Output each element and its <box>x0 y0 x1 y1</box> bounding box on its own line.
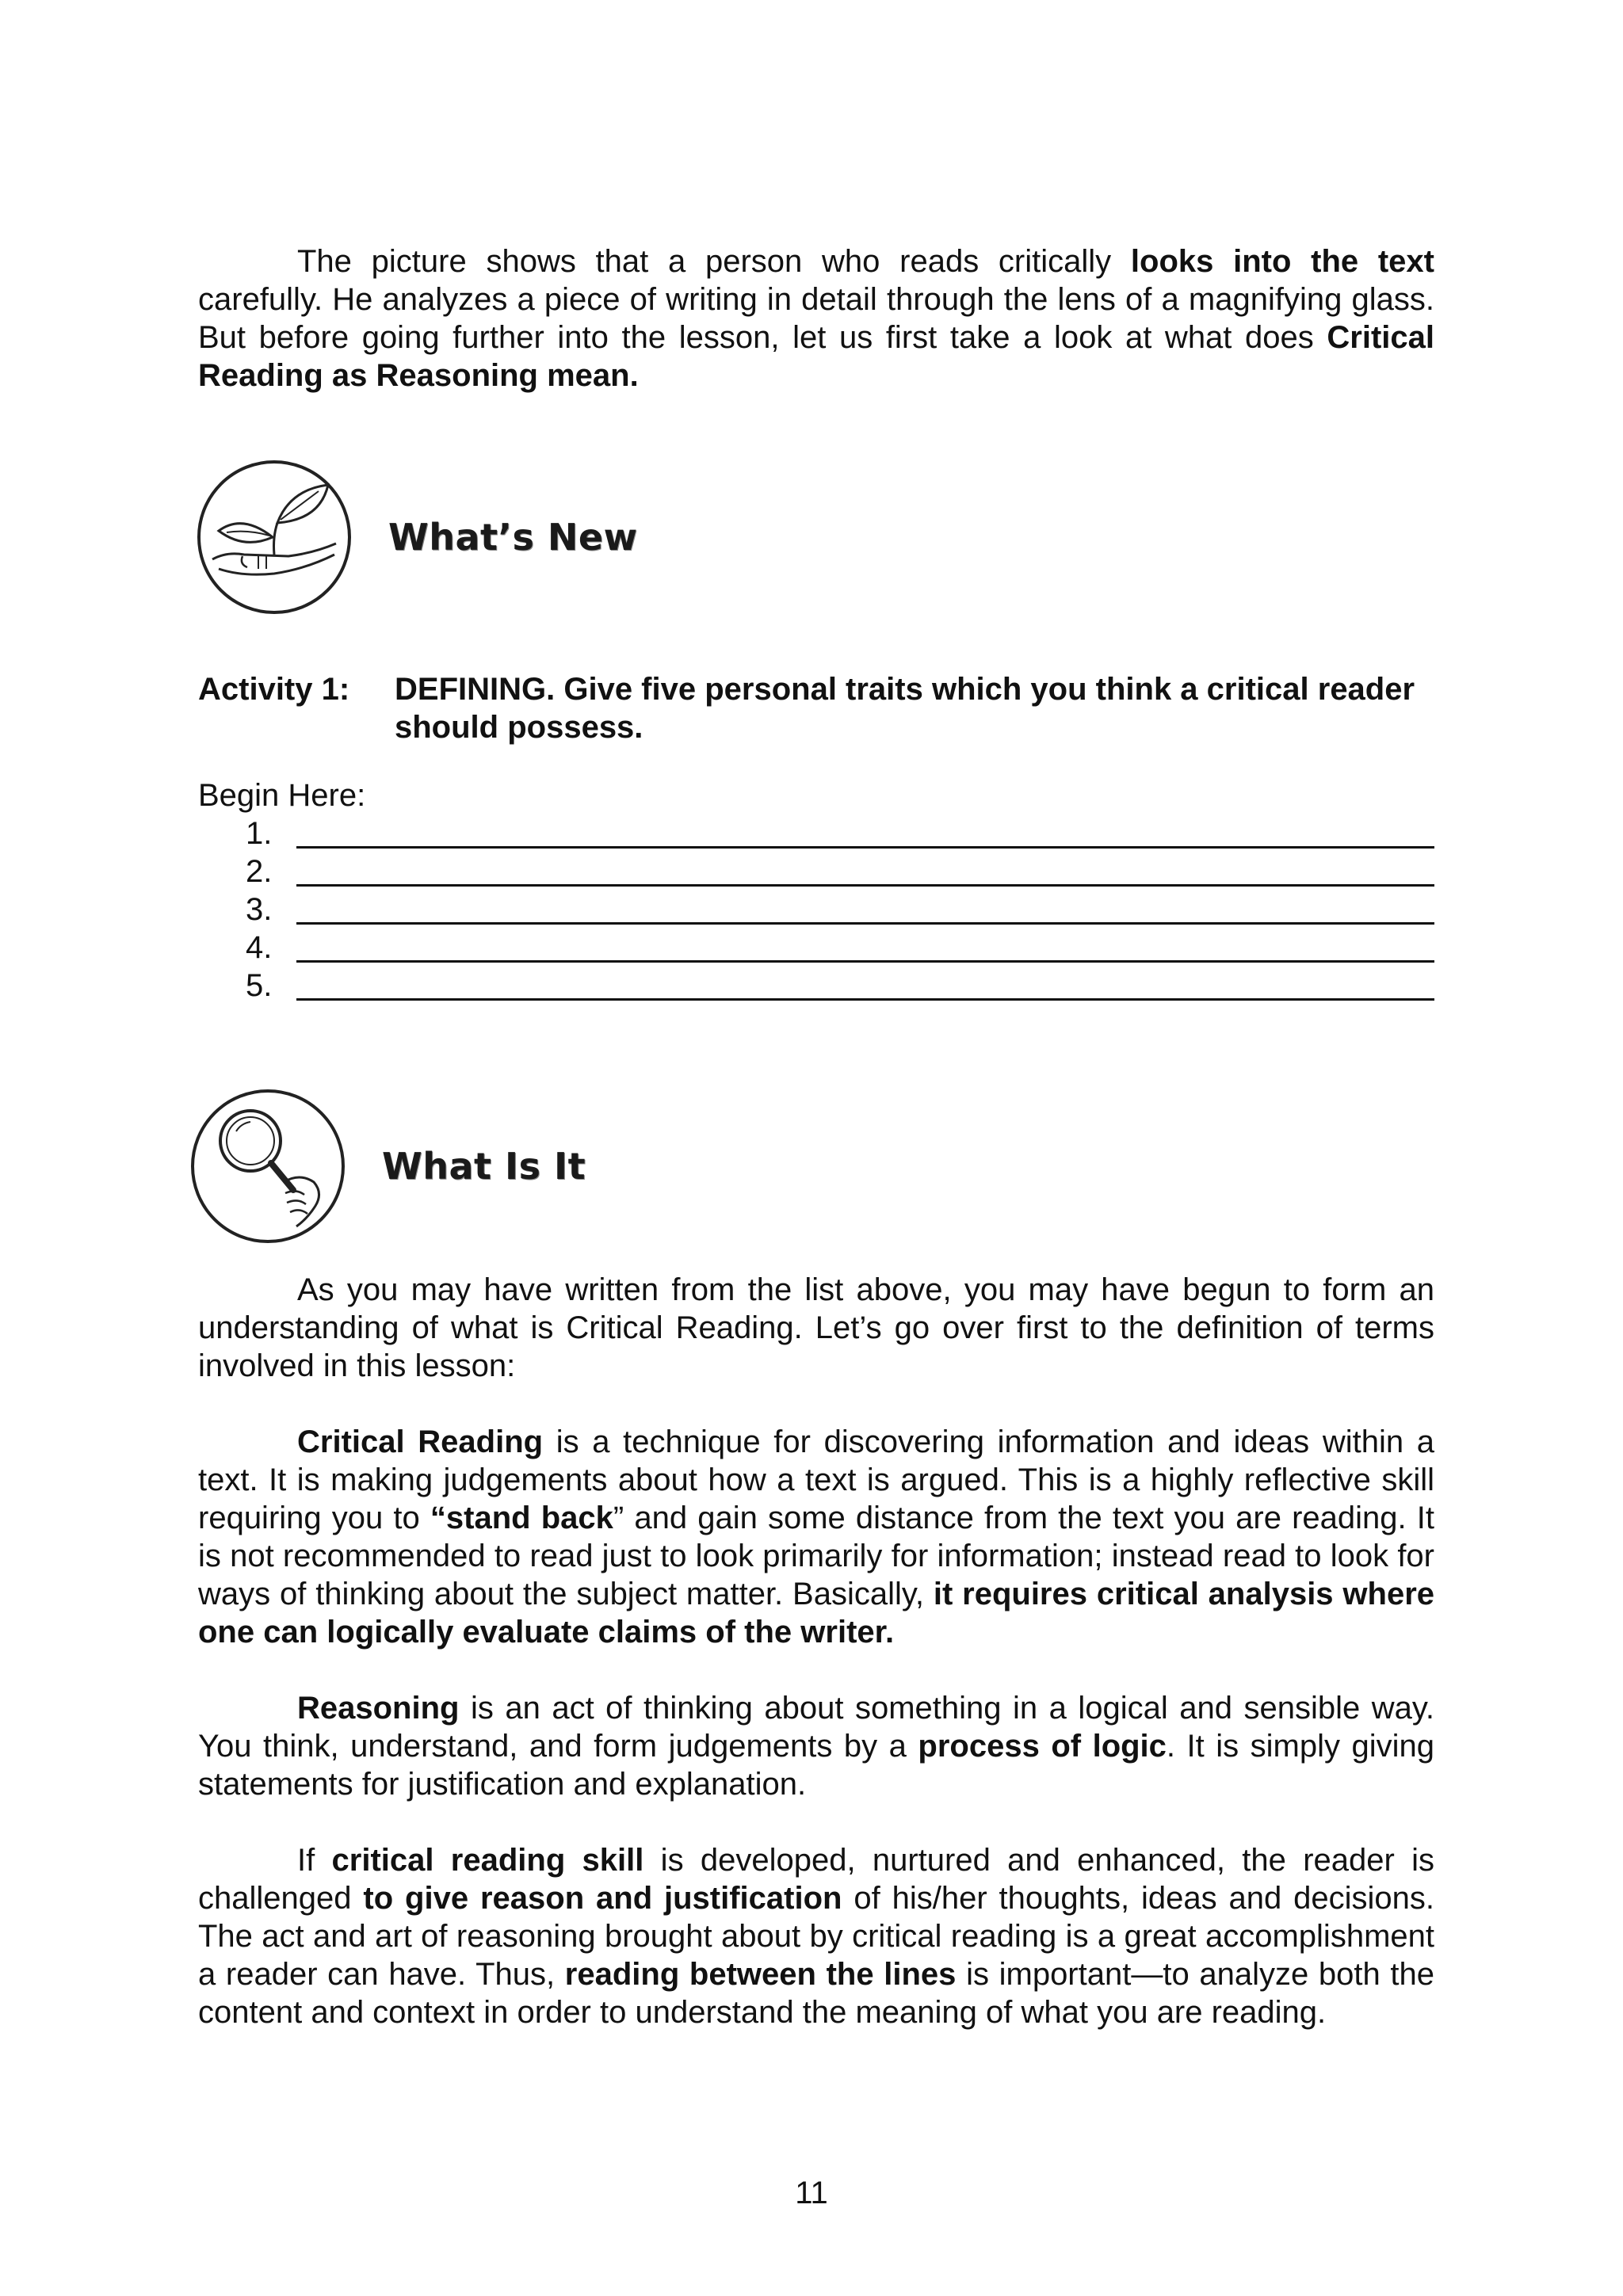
what-is-it-header <box>189 1087 586 1245</box>
answer-number: 4. <box>246 930 273 965</box>
answer-number: 1. <box>246 816 273 851</box>
whats-new-header <box>195 458 638 616</box>
para1-text: As you may have written from the list above, you may have begun to form an understanding of what is Critical Reading. Let’s go over first to the definition of terms involved in this lesson: <box>198 1272 1434 1383</box>
answer-blank <box>296 922 1434 925</box>
para4-bold-3: reading between the lines <box>564 1957 957 1992</box>
plant-in-hand-icon <box>195 458 353 616</box>
para2-text-1: is a technique for discovering information and ideas within a text. It is making judgements about how a text is argued. This is a highly reflective skill requiring you to <box>198 1425 1434 1535</box>
para4-bold-2: to give reason and justification <box>363 1881 842 1916</box>
reasoning-paragraph <box>198 1689 1434 1803</box>
para4-text-3: is important—to analyze both the content and context in order to understand the meaning of what you are reading. <box>198 1957 1434 2030</box>
para3-bold-2: process of logic <box>918 1729 1167 1764</box>
answer-line-5[interactable] <box>246 967 1434 1005</box>
para3-text-1: is an act of thinking about something in a logical and sensible way. You think, understand, and form judgements by a <box>198 1691 1434 1764</box>
intro-bold-2: Critical Reading as Reasoning mean. <box>198 320 1434 393</box>
answer-number: 2. <box>246 854 273 889</box>
para2-bold-3: it requires critical analysis where one can logically evaluate claims of the writer. <box>198 1577 1435 1650</box>
critical-reading-paragraph <box>198 1423 1434 1651</box>
para4-text-2: of his/her thoughts, ideas and decisions. The act and art of reasoning brought about by critical reading is a great accomplishment a reader can have. Thus, <box>198 1881 1435 1992</box>
intro-paragraph <box>198 242 1434 395</box>
page-number: 11 <box>795 2176 828 2210</box>
para3-bold-1: Reasoning <box>297 1691 460 1726</box>
begin-here-label: Begin Here: <box>198 778 366 813</box>
answer-blank <box>296 960 1434 963</box>
para2-bold-1: Critical Reading <box>297 1425 544 1459</box>
whats-new-title: What’s New <box>388 516 638 559</box>
activity-instructions: DEFINING. Give five personal traits which you think a critical reader should possess. <box>395 672 1415 745</box>
answer-list <box>246 814 1434 1005</box>
para4-bold-1: critical reading skill <box>331 1843 644 1878</box>
intro-text-1: The picture shows that a person who reads critically <box>297 244 1131 279</box>
para4-text-1: is developed, nurtured and enhanced, the reader is challenged <box>198 1843 1435 1916</box>
para4-text-0: If <box>297 1843 332 1878</box>
activity-label: Activity 1: <box>198 672 350 707</box>
answer-line-1[interactable] <box>246 814 1434 852</box>
answer-blank <box>296 846 1434 849</box>
what-is-it-title: What Is It <box>382 1145 586 1188</box>
answer-number: 5. <box>246 968 273 1003</box>
answer-number: 3. <box>246 892 273 927</box>
intro-bold-1: looks into the text <box>1130 244 1434 279</box>
answer-blank <box>296 884 1434 887</box>
magnifying-glass-in-hand-icon <box>189 1087 347 1245</box>
answer-line-2[interactable] <box>246 852 1434 891</box>
intro-text-2: carefully. He analyzes a piece of writing in detail through the lens of a magnifying glass. But before going further into the lesson, let us first take a look at what does <box>198 282 1434 355</box>
answer-line-4[interactable] <box>246 929 1434 967</box>
para2-bold-2: “stand back <box>430 1501 613 1535</box>
what-is-it-intro-paragraph <box>198 1271 1434 1385</box>
answer-blank <box>296 998 1434 1001</box>
answer-line-3[interactable] <box>246 891 1434 929</box>
critical-reading-skill-paragraph <box>198 1841 1434 2031</box>
para3-text-2: . It is simply giving statements for justification and explanation. <box>198 1729 1434 1802</box>
para2-text-2: ” and gain some distance from the text you are reading. It is not recommended to read just to look primarily for information; instead read to look for ways of thinking about the subject matter. Basically, <box>198 1501 1435 1611</box>
